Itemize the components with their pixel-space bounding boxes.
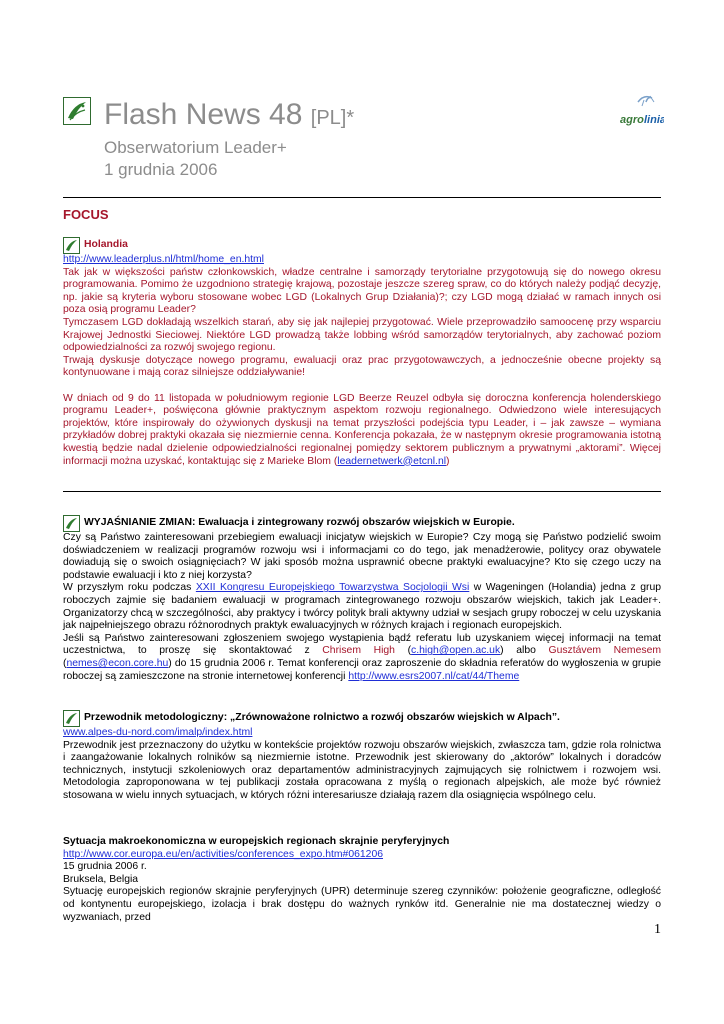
paragraph: Sytuację europejskich regionów skrajnie peryferyjnych (UPR) determinuje szereg czynników: położenie geograficzne, odległość od kontynentu europejskiego, izolacja i brak dostępu do ważnych rynków itd. Generalnie nie ma dostatecznej wiedzy o wyzwaniach, przed — [63, 886, 661, 923]
paragraph: W przyszłym roku podczas XXII Kongresu Europejskiego Towarzystwa Socjologii Wsi w Wageningen (Holandia) jedna z grup roboczych zajmie się badaniem ewaluacji w programach zintegrowanego rozwoju obszarów wiejskich, takich jak Leader+. Organizatorzy chcą w szczególności, aby praktycy i twórcy polityk brali aktywny udział w sesjach grupy roboczej w celu uzyskania jak najpełniejszego obrazu różnorodnych praktyk ewaluacyjnych w różnych krajach i regionach europejskich. — [63, 582, 662, 632]
section-heading: Sytuacja makroekonomiczna w europejskich regionach skrajnie peryferyjnych — [63, 836, 450, 847]
contact-name: Gusztávem Nemesem — [548, 645, 662, 657]
contact-name: Chrisem High — [322, 645, 395, 657]
section-sytuacja — [63, 836, 661, 924]
paragraph: W dniach od 9 do 11 listopada w południowym regionie LGD Beerze Reuzel odbyła się doroczna konferencja holenderskiego programu Leader+, poświęcona głównie praktycznym aspektom rozwoju regionalnego. Odwiedzono wiele interesujących projektów, które inspirowały do ożywionych dyskusji na temat przyszłości podejścia typu Leader, i – jak zawsze – wymiana przykładów dobrej praktyki okazała się niezmiernie cenna. Konferencja pokazała, że w następnym okresie programowania istotną kwestią będzie nadal dzielenie odpowiedzialności regionalnej pomiędzy sektorem publicznym a prywatnymi „aktorami”. Więcej informacji można uzyskać, kontaktując się z Marieke Blom (leadernetwerk@etcnl.nl) — [63, 392, 661, 467]
logo-text: agro — [620, 114, 644, 126]
section-przewodnik — [63, 709, 661, 803]
focus-heading: FOCUS — [63, 207, 109, 222]
link[interactable]: http://www.leaderplus.nl/html/home_en.html — [63, 254, 264, 265]
email-link[interactable]: nemes@econ.core.hu — [66, 657, 169, 669]
link[interactable]: www.alpes-du-nord.com/imalp/index.html — [63, 727, 253, 738]
paragraph: Tak jak w większości państw członkowskich, władze centralne i samorządy terytorialne przygotowują się do nowego okresu programowania. Pomimo że uzgodniono strategię krajową, pozostaje jeszcze szereg spraw, co do których należy podjąć decyzję, np. jakie są kryteria wyboru stosowane wobec LGD (Lokalnych Grup Działania)?; czy LGD mogą działać w ramach innych osi poza osią programu Leader? — [63, 266, 661, 316]
section-wyjasnianie — [63, 514, 661, 683]
page-number: 1 — [654, 922, 661, 937]
link[interactable]: http://www.cor.europa.eu/en/activities/conferences_expo.htm#061206 — [63, 848, 383, 860]
event-date: 15 grudnia 2006 r. — [63, 861, 147, 873]
subtitle — [104, 137, 287, 181]
email-link[interactable]: leadernetwerk@etcnl.nl — [337, 455, 447, 467]
divider — [63, 197, 661, 198]
event-place: Bruksela, Belgia — [63, 873, 139, 885]
agrolinia-logo — [620, 92, 664, 133]
subtitle-line-1: Obserwatorium Leader+ — [104, 138, 287, 157]
leaf-icon — [63, 710, 80, 727]
leaf-icon — [63, 237, 80, 254]
paragraph: Trwają dyskusje dotyczące nowego programu, ewaluacji oraz prac przygotowawczych, a jednocześnie obecne projekty są kontynuowane i mają coraz silniejsze oddziaływanie! — [63, 354, 661, 379]
logo-text-2: linia — [644, 114, 664, 126]
subtitle-line-2: 1 grudnia 2006 — [104, 160, 218, 179]
section-heading: Przewodnik metodologiczny: „Zrównoważone rolnictwo a rozwój obszarów wiejskich w Alpach”. — [63, 709, 661, 727]
divider — [63, 491, 661, 492]
paragraph: Jeśli są Państwo zainteresowani zgłoszeniem swojego wystąpienia bądź referatu lub uzyskaniem więcej informacji na temat uczestnictwa, to proszę się skontaktować z Chrisem High (c.high@open.ac.uk) albo Gusztávem Nemesem (nemes@econ.core.hu) do 15 grudnia 2006 r. Temat konferencji oraz zaproszenie do składnia referatów do wygłoszenia w grupie roboczej są zamieszczone na stronie internetowej konferencji http://www.esrs2007.nl/cat/44/Theme — [63, 632, 662, 682]
section-heading: Holandia — [63, 236, 661, 254]
section-heading: WYJAŚNIANIE ZMIAN: Ewaluacja i zintegrowany rozwój obszarów wiejskich w Europie. — [63, 514, 661, 532]
email-link[interactable]: c.high@open.ac.uk — [411, 645, 501, 657]
paragraph: Czy są Państwo zainteresowani przebiegiem ewaluacji inicjatyw wiejskich w Europie? Czy mogą się Państwo podzielić swoim doświadczeniem w realizacji programów rozwoju wsi i informacjami co do tego, jak menadżerowie, politycy oraz obywatele dowiadują się o swoich osiągnięciach? W jaki sposób można usprawnić obecne praktyki ewaluacyjne? Kto się czego uczy na podstawie ewaluacji i kto z niej korzysta? — [63, 532, 661, 581]
conference-link[interactable]: http://www.esrs2007.nl/cat/44/Theme — [348, 670, 520, 682]
leaf-icon — [63, 515, 80, 532]
leader-logo — [63, 97, 91, 125]
paragraph: Przewodnik jest przeznaczony do użytku w kontekście projektów rozwoju obszarów wiejskich, zwłaszcza tam, gdzie rola rolnictwa i zaangażowanie lokalnych rolników są niezmiernie istotne. Przewodnik jest skierowany do „aktorów” lokalnych i doradców technicznych, instytucji szkoleniowych oraz departamentów administracyjnych zajmujących się rolnictwem i rozwojem wsi. Metodologia zaproponowana w tej publikacji została opracowana z myślą o regionach alpejskich, ale może być również stosowana w wielu innych sytuacjach, w których różni interesariusze działają razem dla osiągnięcia wspólnego celu. — [63, 739, 661, 801]
congress-link[interactable]: XXII Kongresu Europejskiego Towarzystwa Socjologii Wsi — [195, 582, 470, 594]
paragraph: Tymczasem LGD dokładają wszelkich starań, aby się jak najlepiej przygotować. Wiele przeprowadziło samoocenę przy wsparciu Krajowej Jednostki Sieciowej. Niektóre LGD prowadzą także lobbing wśród samorządów terytorialnych, aby zachować poziom odpowiedzialności za rozwój swojego regionu. — [63, 316, 661, 354]
page-title: Flash News 48 [PL]* — [104, 98, 355, 131]
section-holandia — [63, 236, 661, 468]
